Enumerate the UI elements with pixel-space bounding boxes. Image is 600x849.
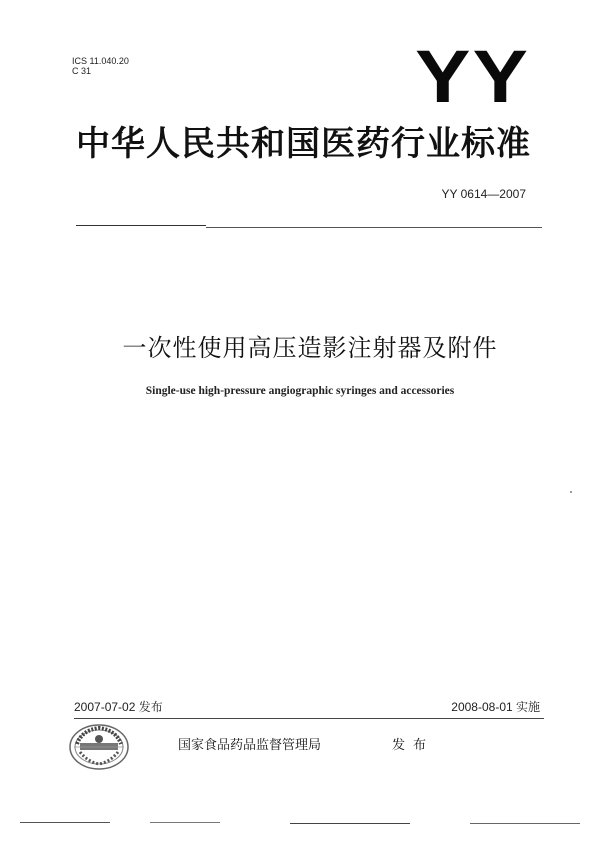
document-title-english: Single-use high-pressure angiographic syringes and accessories — [145, 385, 455, 397]
standard-logo: YY — [415, 35, 531, 118]
bottom-rule-segment — [470, 823, 580, 824]
issuer-name: 国家食品药品监督管理局 — [178, 738, 322, 753]
footer-divider — [74, 718, 544, 719]
implementation-date: 2008-08-01 实施 — [451, 700, 540, 714]
header-divider-right — [206, 227, 542, 228]
document-title-chinese: 一次性使用高压造影注射器及附件 — [122, 334, 498, 362]
issuer-action: 发布 — [392, 738, 435, 753]
scan-speck — [570, 491, 572, 493]
header-divider-left — [76, 225, 206, 226]
issuer-seal-icon — [68, 722, 130, 772]
ics-code: ICS 11.040.20 — [72, 56, 129, 66]
bottom-rule-segment — [20, 822, 110, 823]
standard-number: YY 0614—2007 — [441, 187, 526, 201]
bottom-rule-segment — [150, 822, 220, 823]
standard-category-title: 中华人民共和国医药行业标准 — [76, 124, 531, 164]
issue-date: 2007-07-02 发布 — [74, 700, 163, 714]
bottom-rule-segment — [290, 823, 410, 824]
ccs-code: C 31 — [72, 66, 92, 76]
